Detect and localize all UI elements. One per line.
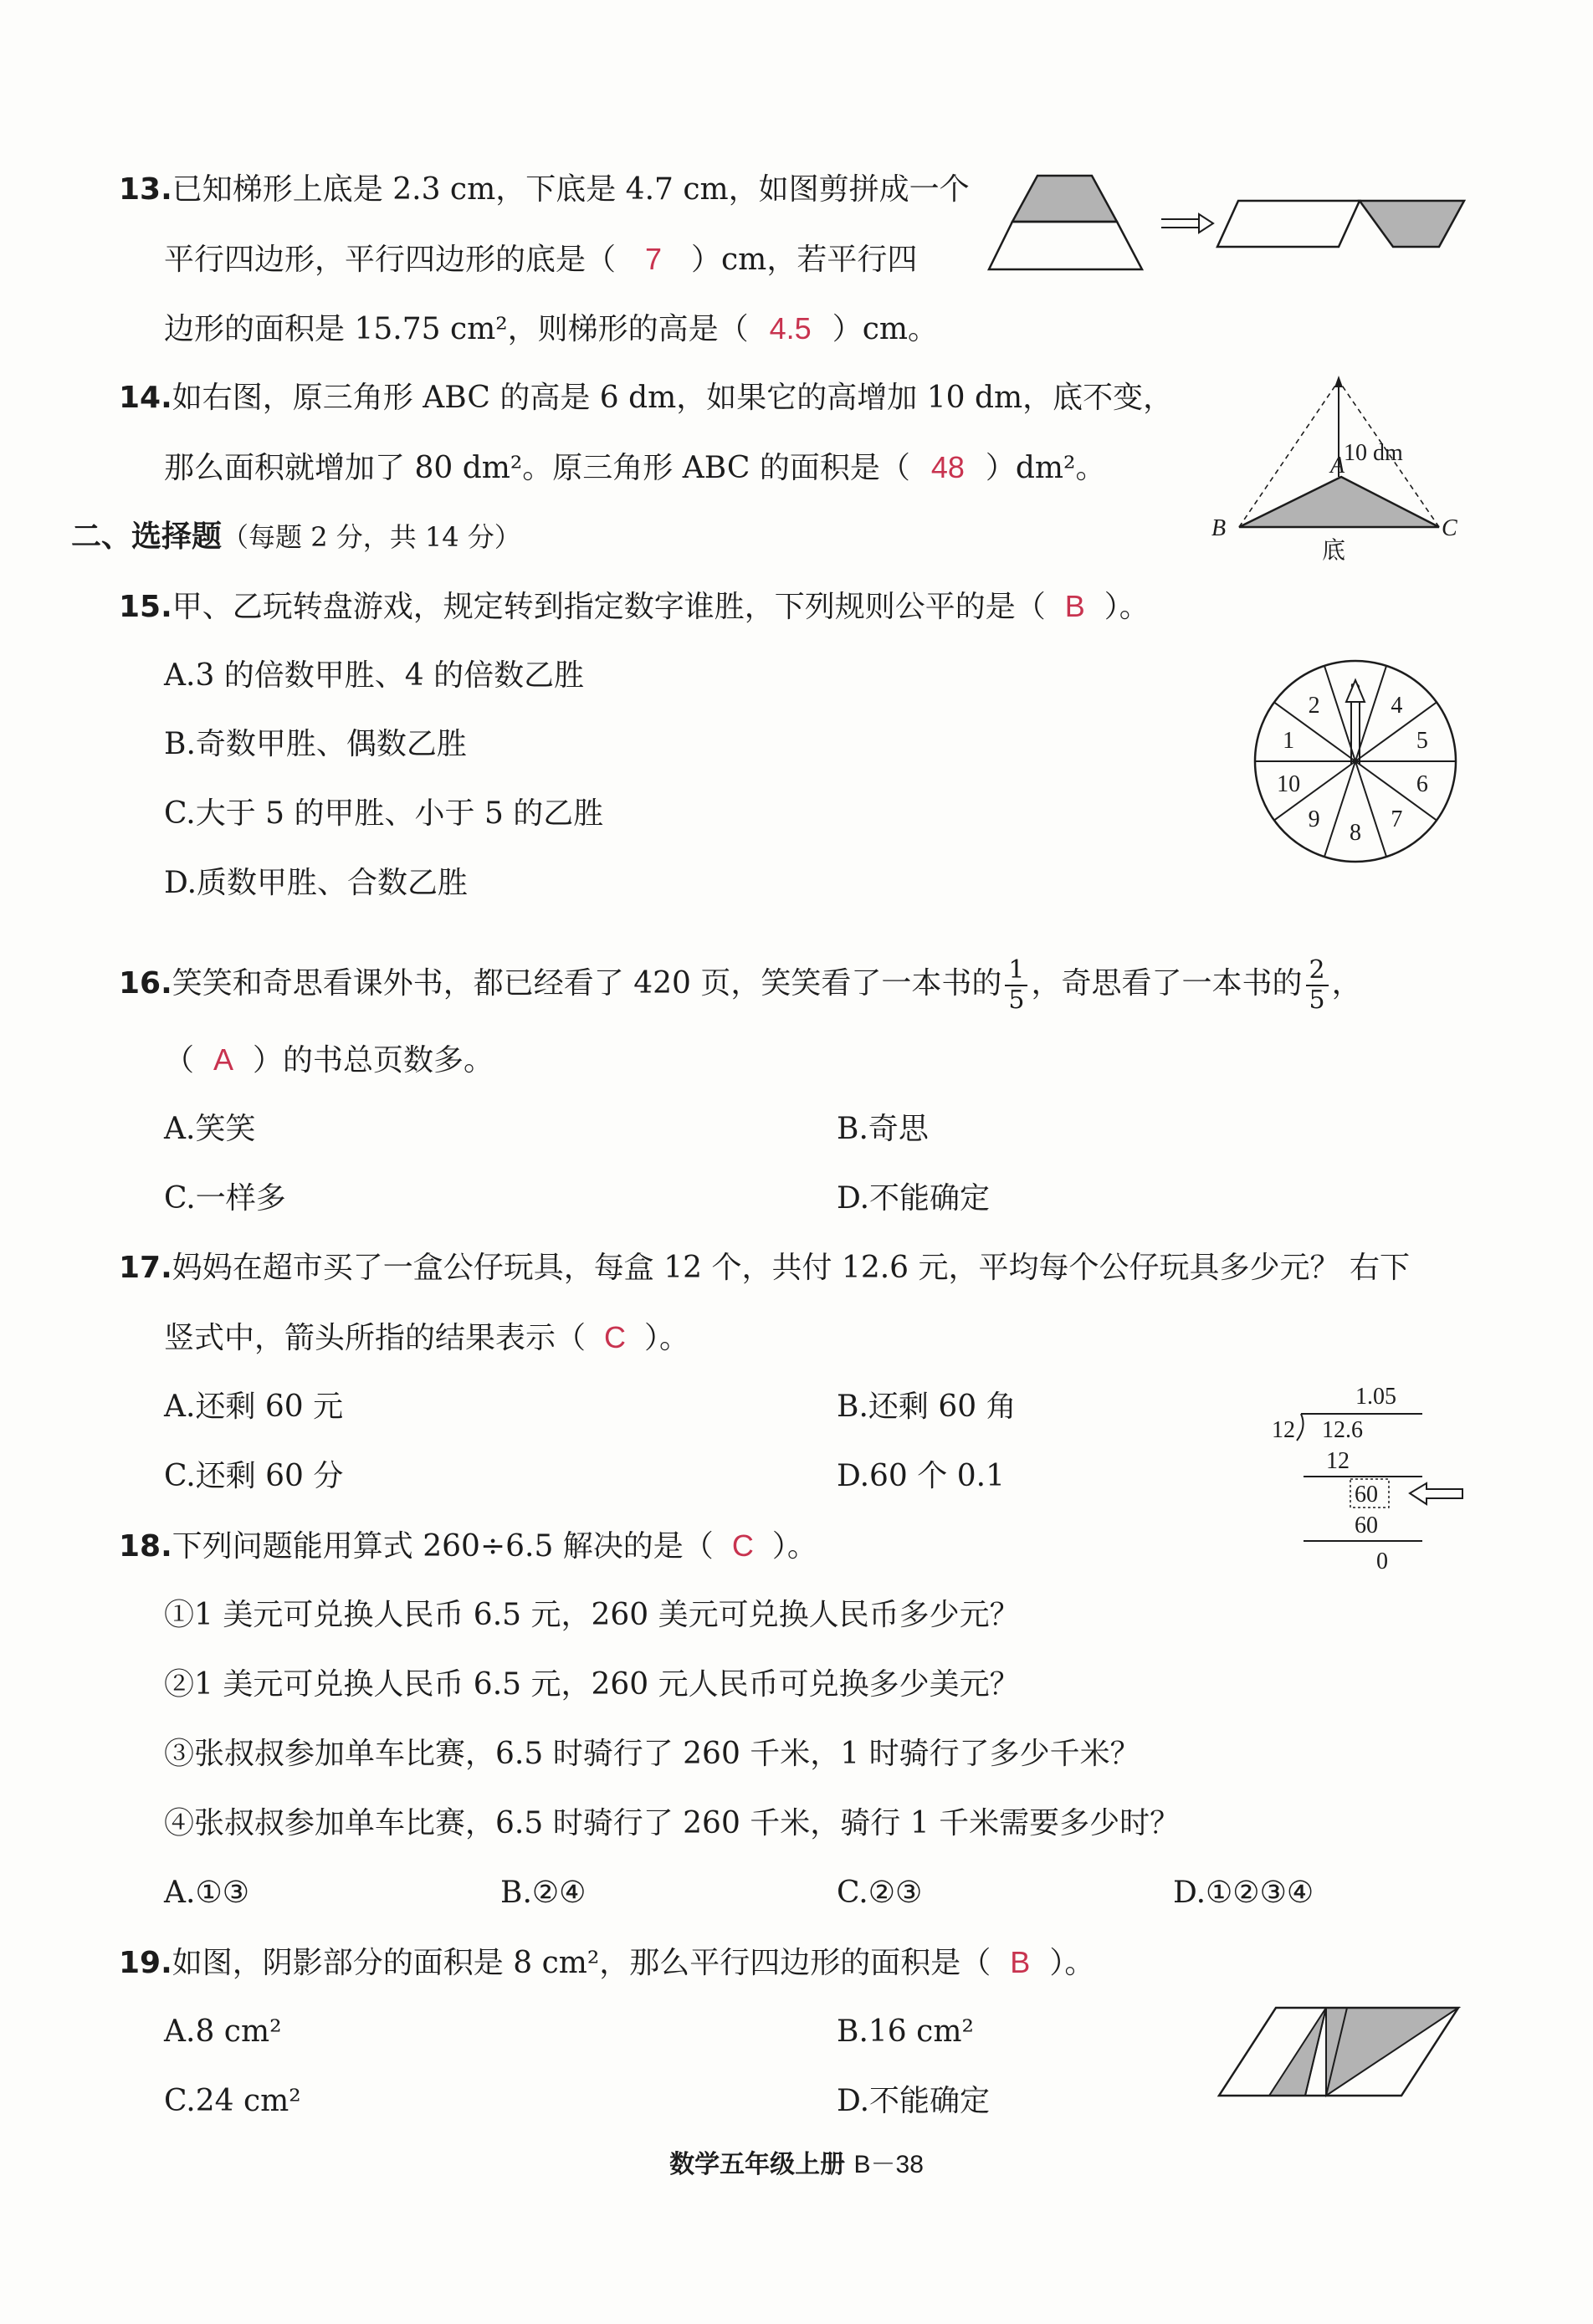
wheel-number: 6 (1416, 770, 1428, 797)
fraction-numerator: 2 (1306, 956, 1329, 986)
q18-text: 下列问题能用算式 260÷6.5 解决的是（ (172, 1529, 714, 1564)
option: C.还剩 60 分 (164, 1459, 344, 1493)
answer-text: 7 (645, 242, 663, 276)
wheel-number: 8 (1350, 820, 1361, 846)
option: A.还剩 60 元 (164, 1390, 344, 1424)
option: A.笑笑 (164, 1112, 256, 1146)
option: C.大于 5 的甲胜、小于 5 的乙胜 (164, 796, 604, 831)
q13-text: ）cm，若平行四 (691, 243, 918, 277)
fraction (1306, 956, 1329, 1015)
q19-stem (119, 1943, 1094, 1984)
q14-text: ）dm²。 (985, 451, 1106, 485)
answer-text: C (604, 1320, 627, 1354)
option: D.60 个 0.1 (837, 1459, 1005, 1493)
fraction-denominator: 5 (1309, 985, 1325, 1015)
q18-stem (119, 1526, 817, 1567)
q13-text: 边形的面积是 15.75 cm²，则梯形的高是（ (164, 312, 749, 346)
q17-line2 (164, 1318, 689, 1359)
q14-text: 如右图，原三角形 ABC 的高是 6 dm，如果它的高增加 10 dm，底不变， (172, 381, 1174, 415)
pointer-arrow-icon (1410, 1483, 1462, 1504)
q16-text: ，奇思看了一本书的 (1031, 966, 1303, 1001)
subtrahend: 60 (1355, 1513, 1378, 1538)
option: B.还剩 60 角 (837, 1390, 1017, 1424)
q17-text: ）。 (644, 1321, 690, 1355)
question-number: 13. (119, 172, 172, 207)
section-header (71, 517, 521, 557)
quotient: 1.05 (1355, 1384, 1396, 1410)
q14-text: 那么面积就增加了 80 dm²。原三角形 ABC 的面积是（ (164, 451, 910, 485)
q17-text: 竖式中，箭头所指的结果表示（ (164, 1321, 586, 1355)
list-item: ②1 美元可兑换人民币 6.5 元，260 元人民币可兑换多少美元？ (164, 1667, 1020, 1702)
q15-text: 甲、乙玩转盘游戏，规定转到指定数字谁胜，下列规则公平的是（ (172, 590, 1046, 624)
wheel-number: 1 (1283, 728, 1295, 755)
option: B.奇数甲胜、偶数乙胜 (164, 727, 467, 761)
option: B.奇思 (837, 1112, 929, 1146)
answer-text: 4.5 (769, 311, 812, 346)
list-item: ①1 美元可兑换人民币 6.5 元，260 美元可兑换人民币多少元？ (164, 1598, 1020, 1632)
question-number: 18. (119, 1529, 172, 1564)
q13-line1 (119, 170, 970, 210)
fraction-denominator: 5 (1008, 985, 1025, 1015)
option: D.①②③④ (1173, 1876, 1314, 1910)
page-footer (0, 2143, 1593, 2180)
q19-text: ）。 (1049, 1946, 1095, 1980)
final-remainder: 0 (1376, 1548, 1388, 1574)
parallelogram-figure (1217, 2004, 1468, 2104)
q16-line2 (164, 1040, 494, 1081)
q16-text: （ (164, 1043, 195, 1078)
section-note: （每题 2 分，共 14 分） (222, 521, 521, 553)
option: A.8 cm² (164, 2014, 282, 2049)
answer-text: B (1064, 589, 1085, 623)
remainder-60: 60 (1355, 1482, 1378, 1508)
wheel-number: 10 (1277, 770, 1301, 797)
option: C.②③ (837, 1876, 923, 1910)
question-number: 17. (119, 1251, 172, 1285)
q13-text: ）cm。 (832, 312, 938, 346)
arrow-icon (1161, 214, 1213, 233)
option: A.3 的倍数甲胜、4 的倍数乙胜 (164, 658, 585, 693)
wheel-number: 9 (1308, 806, 1320, 832)
q14-line1 (119, 378, 1173, 418)
spinner-wheel (1251, 657, 1460, 866)
triangle-figure (1205, 372, 1473, 565)
q17-line1 (119, 1248, 1410, 1288)
list-item: ③张叔叔参加单车比赛，6.5 时骑行了 260 千米，1 时骑行了多少千米？ (164, 1737, 1140, 1771)
q15-text: ）。 (1104, 590, 1150, 624)
fraction (1005, 956, 1027, 1015)
q16-text: ）的书总页数多。 (253, 1043, 494, 1078)
trapezoid-figure (996, 167, 1481, 276)
height-label: 10 dm (1344, 440, 1403, 466)
vertex-c-label: C (1442, 515, 1457, 541)
dividend: 12.6 (1322, 1417, 1363, 1443)
page-number: B－38 (853, 2151, 924, 2178)
q15-stem (119, 586, 1150, 627)
option: D.质数甲胜、合数乙胜 (164, 866, 469, 900)
wheel-number: 4 (1391, 693, 1403, 719)
answer-text: B (1010, 1945, 1031, 1979)
option: C.一样多 (164, 1181, 286, 1216)
question-number: 14. (119, 381, 172, 415)
answer-text: C (731, 1528, 754, 1563)
question-number: 19. (119, 1946, 172, 1980)
answer-text: A (213, 1042, 234, 1077)
wheel-number: 2 (1308, 693, 1320, 719)
q16-text: ， (1331, 966, 1362, 1001)
option: B.②④ (500, 1876, 586, 1910)
vertex-b-label: B (1211, 515, 1227, 541)
vertex-a-label: A (1330, 453, 1345, 479)
q14-line2 (164, 448, 1106, 489)
option: A.①③ (164, 1876, 249, 1910)
section-title: 二、选择题 (71, 520, 223, 554)
q13-text: 平行四边形，平行四边形的底是（ (164, 243, 617, 277)
question-number: 16. (119, 966, 172, 1001)
q17-text: 妈妈在超市买了一盒公仔玩具，每盒 12 个，共付 12.6 元，平均每个公仔玩具多少元？ 右下 (172, 1251, 1410, 1285)
question-number: 15. (119, 590, 172, 624)
q16-stem (119, 956, 1362, 1015)
footer-title: 数学五年级上册 (669, 2150, 846, 2179)
wheel-number: 5 (1416, 728, 1428, 755)
option: C.24 cm² (164, 2084, 301, 2118)
fraction-numerator: 1 (1005, 956, 1027, 986)
subtrahend: 12 (1326, 1448, 1350, 1474)
base-label: 底 (1322, 538, 1346, 564)
q13-line2 (164, 239, 917, 280)
option: D.不能确定 (837, 2084, 991, 2118)
q13-line3 (164, 309, 938, 350)
option: D.不能确定 (837, 1181, 991, 1216)
divisor: 12 (1272, 1417, 1295, 1443)
q13-text: 已知梯形上底是 2.3 cm，下底是 4.7 cm，如图剪拼成一个 (172, 172, 970, 207)
q19-text: 如图，阴影部分的面积是 8 cm²，那么平行四边形的面积是（ (172, 1946, 991, 1980)
list-item: ④张叔叔参加单车比赛，6.5 时骑行了 260 千米，骑行 1 千米需要多少时？ (164, 1806, 1181, 1840)
long-division-figure (1263, 1380, 1481, 1581)
option: B.16 cm² (837, 2014, 974, 2049)
wheel-number: 7 (1391, 806, 1403, 832)
answer-text: 48 (930, 450, 965, 484)
q16-text: 笑笑和奇思看课外书，都已经看了 420 页，笑笑看了一本书的 (172, 966, 1002, 1001)
q18-text: ）。 (771, 1529, 817, 1564)
